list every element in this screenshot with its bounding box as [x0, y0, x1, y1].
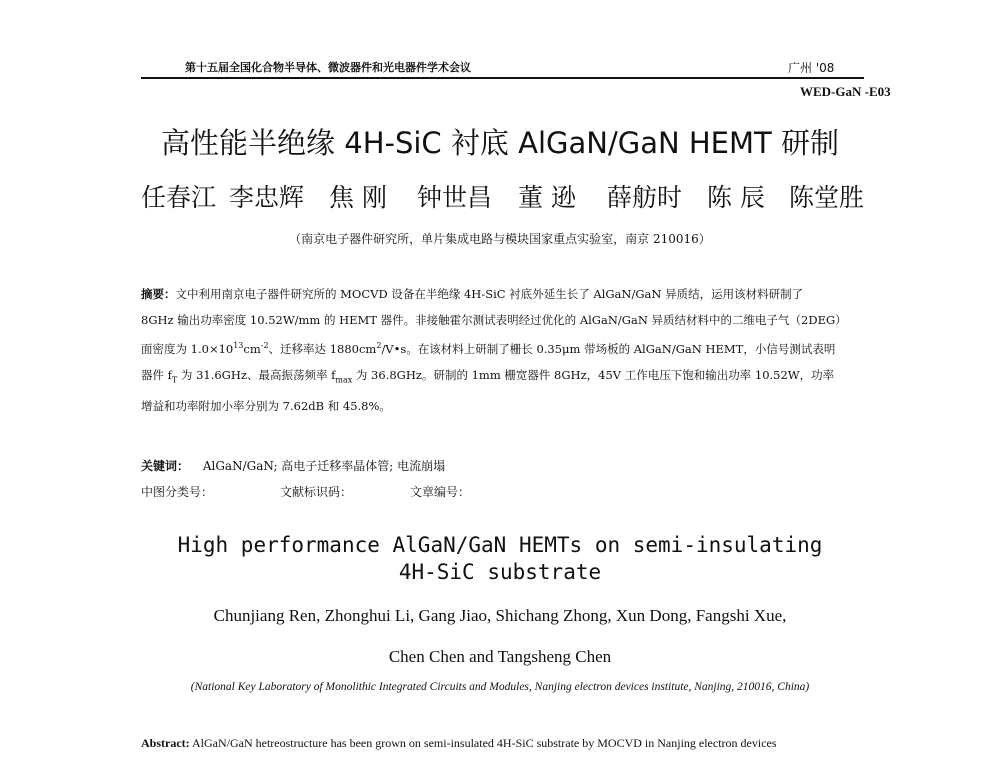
abstract-cn [141, 281, 864, 419]
header-rule [141, 77, 864, 79]
author-cn: 董 逊 [518, 183, 576, 212]
abstract-cn-line: 文中利用南京电子器件研究所的 MOCVD 设备在半绝缘 4H-SiC 衬底外延生长了 AlGaN/GaN 异质结，运用该材料研制了 [175, 287, 804, 301]
keywords-value: AlGaN/GaN; 高电子迁移率晶体管; 电流崩塌 [202, 459, 446, 473]
title-en-line: High performance AlGaN/GaN HEMTs on semi-insulating [177, 533, 823, 557]
abstract-cn-label: 摘要： [141, 287, 176, 301]
abstract-en-label: Abstract: [141, 736, 190, 750]
conference-name: 第十五届全国化合物半导体、微波器件和光电器件学术会议 [185, 61, 471, 74]
affiliation-cn: （南京电子器件研究所，单片集成电路与模块国家重点实验室，南京 210016） [289, 232, 711, 246]
authors-en-line: Chunjiang Ren, Zhonghui Li, Gang Jiao, Shichang Zhong, Xun Dong, Fangshi Xue, [213, 606, 787, 625]
author-cn: 李忠辉 [229, 183, 305, 212]
keywords-label: 关键词： [141, 459, 190, 473]
abstract-cn-line: 面密度为 $1.0\times 10^{13}cm^{-2}$、迁移率达 $1880cm^2/V•s$。在该材料上研制了栅长 0.35μm 带场板的 AlGaN/GaN HEMT，小信号测试表明 [141, 341, 836, 356]
author-cn: 焦 刚 [329, 183, 387, 212]
author-cn: 陈 辰 [707, 183, 765, 212]
author-cn: 陈堂胜 [789, 183, 865, 212]
abstract-en-text: AlGaN/GaN hetreostructure has been grown on semi-insulated 4H-SiC substrate by MOCVD in Nanjing electron devices [189, 736, 777, 750]
clc-label: 中图分类号： [141, 485, 214, 499]
location-year: 广州 '08 [788, 61, 835, 75]
abstract-cn-line: 器件 $f_T$ 为 31.6GHz、最高振荡频率 $f_{max}$ 为 36.8GHz。研制的 1mm 栅宽器件 8GHz，45V 工作电压下饱和输出功率 10.52W，功率 [141, 367, 835, 385]
abstract-en [141, 736, 864, 751]
keywords [141, 457, 445, 474]
authors-en-line: Chen Chen and Tangsheng Chen [388, 647, 612, 666]
title-en-line: 4H-SiC substrate [398, 560, 602, 584]
paper-code: WED-GaN -E03 [800, 84, 891, 99]
abstract-cn-line: 增益和功率附加小率分别为 7.62dB 和 45.8%。 [141, 399, 391, 414]
author-cn: 任春江 [141, 183, 217, 212]
page-title-en [0, 532, 1000, 586]
abstract-cn-line: 8GHz 输出功率密度 10.52W/mm 的 HEMT 器件。非接触霍尔测试表明经过优化的 AlGaN/GaN 异质结材料中的二维电子气（2DEG） [141, 313, 847, 327]
author-cn: 钟世昌 [417, 183, 493, 212]
page-title-cn: 高性能半绝缘 4H-SiC 衬底 AlGaN/GaN HEMT 研制 [161, 126, 839, 160]
doc-code-label: 文献标识码： [280, 485, 353, 499]
affiliation-en: (National Key Laboratory of Monolithic Integrated Circuits and Modules, Nanjing electron devices institute, Nanjing, 210016, China) [190, 681, 810, 693]
article-no-label: 文章编号： [410, 485, 471, 499]
author-cn: 薛舫时 [607, 183, 683, 212]
